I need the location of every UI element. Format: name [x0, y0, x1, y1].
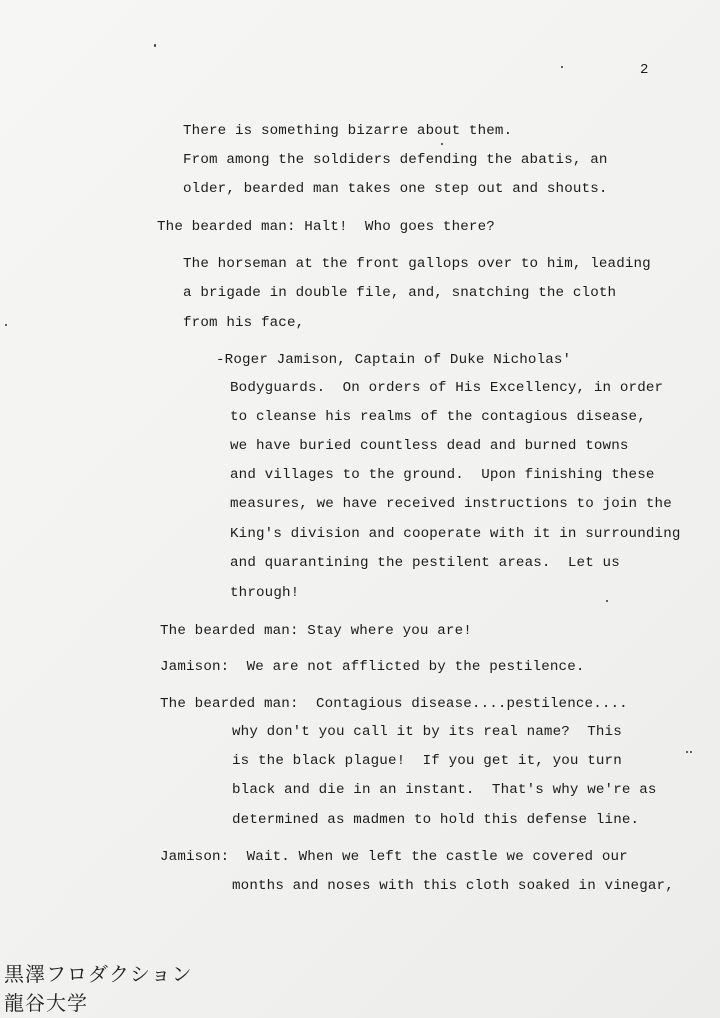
speech-line: through! — [230, 585, 300, 601]
dialogue-line: Jamison: Wait. When we left the castle we covered our — [160, 849, 628, 865]
dialogue-line: months and noses with this cloth soaked in vinegar, — [232, 878, 674, 894]
text-line: From among the soldiders defending the abatis, an — [183, 152, 608, 168]
speech-line: we have buried countless dead and burned towns — [230, 438, 629, 454]
text-line: older, bearded man takes one step out and shouts. — [183, 181, 608, 197]
dialogue-line: determined as madmen to hold this defense line. — [232, 812, 640, 828]
speech-line: Bodyguards. On orders of His Excellency, in order — [230, 380, 664, 396]
speech-line: and quarantining the pestilent areas. Let us — [230, 555, 620, 571]
paper-speck — [686, 751, 688, 753]
text-line: from his face, — [183, 315, 305, 331]
paper-speck — [5, 324, 7, 326]
paper-speck — [154, 44, 156, 47]
paper-speck — [606, 600, 608, 602]
watermark-line-2: 龍谷大学 — [4, 991, 88, 1015]
dialogue-line: The bearded man: Contagious disease....pestilence.... — [160, 696, 628, 712]
speech-line: and villages to the ground. Upon finishing these — [230, 467, 655, 483]
dialogue-line: The bearded man: Stay where you are! — [160, 623, 472, 639]
speech-line: measures, we have received instructions to join the — [230, 496, 672, 512]
dialogue-line: Jamison: We are not afflicted by the pestilence. — [160, 659, 585, 675]
text-line: There is something bizarre about them. — [183, 123, 513, 139]
dialogue-line: The bearded man: Halt! Who goes there? — [157, 219, 495, 235]
text-line: The horseman at the front gallops over to him, leading — [183, 256, 651, 272]
dialogue-line: why don't you call it by its real name? This — [232, 724, 622, 740]
speech-line: -Roger Jamison, Captain of Duke Nicholas' — [216, 352, 572, 368]
paper-speck — [561, 66, 563, 68]
paper-speck — [441, 143, 443, 145]
dialogue-line: is the black plague! If you get it, you turn — [232, 753, 622, 769]
dialogue-line: black and die in an instant. That's why we're as — [232, 782, 657, 798]
paper-speck — [690, 751, 692, 753]
text-line: a brigade in double file, and, snatching the cloth — [183, 285, 617, 301]
watermark-line-1: 黒澤フロダクション — [4, 962, 193, 986]
speech-line: to cleanse his realms of the contagious disease, — [230, 409, 646, 425]
page-number: 2 — [640, 62, 649, 78]
speech-line: King's division and cooperate with it in surrounding — [230, 526, 681, 542]
